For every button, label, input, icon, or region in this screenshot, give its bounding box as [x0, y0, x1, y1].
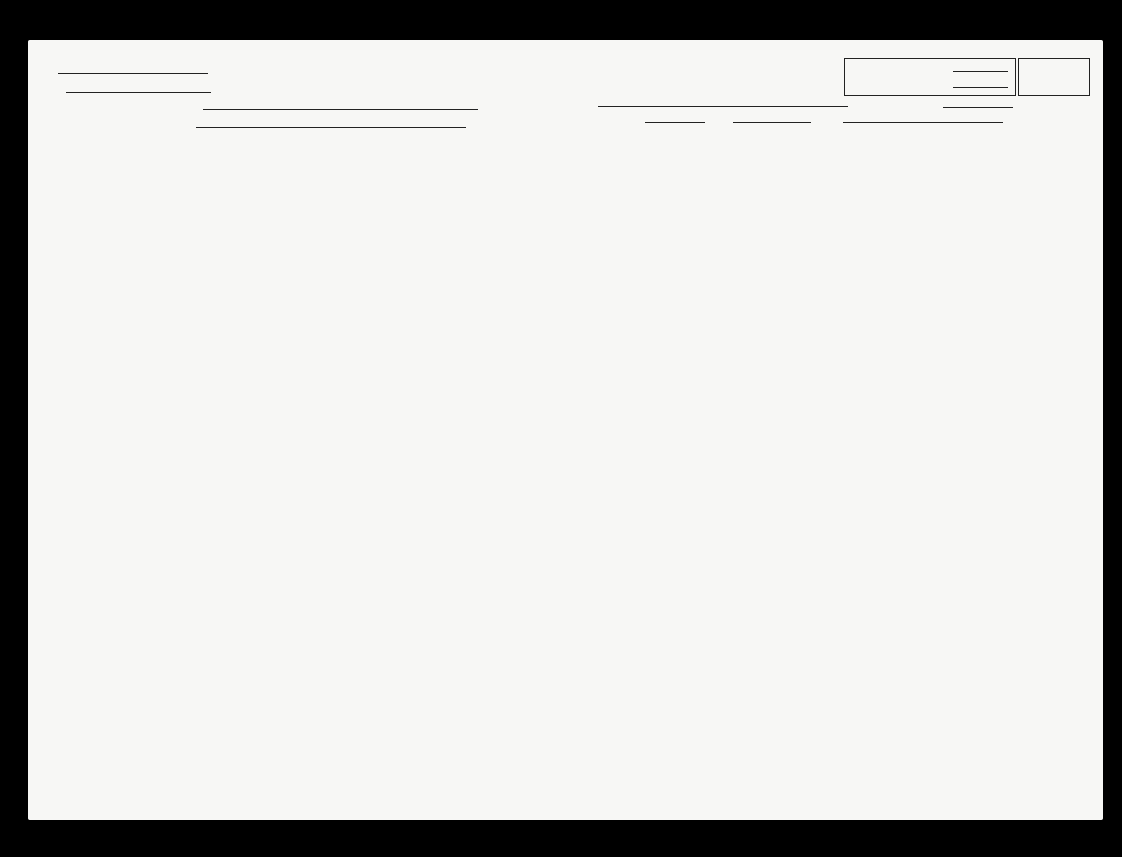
census-sheet — [28, 40, 1103, 820]
census-grid — [28, 40, 1103, 820]
